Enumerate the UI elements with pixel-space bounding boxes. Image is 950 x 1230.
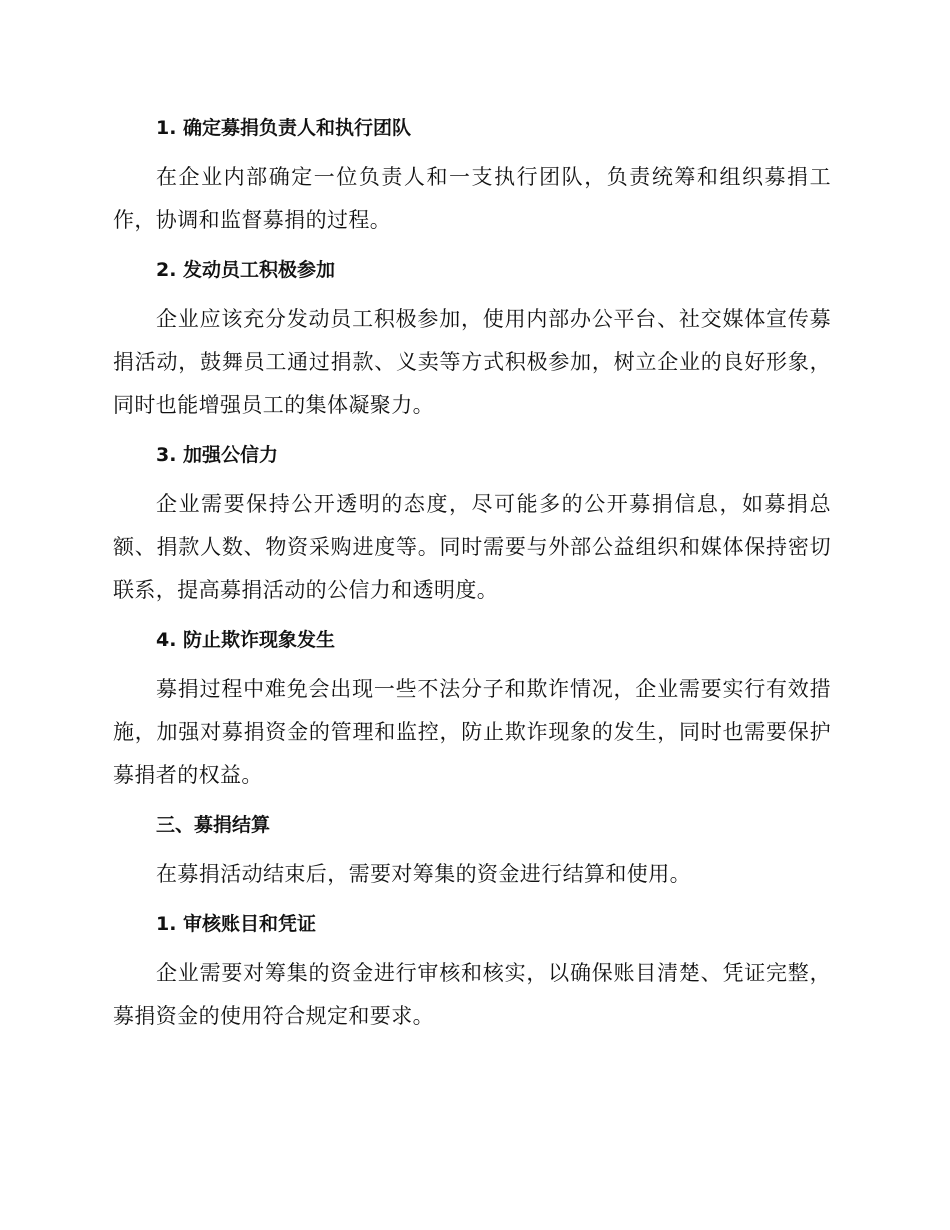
section-paragraph-settlement: 在募捐活动结束后，需要对筹集的资金进行结算和使用。: [156, 862, 691, 886]
document-body: [113, 108, 831, 1046]
section-paragraph-employee-participation: 企业应该充分发动员工积极参加，使用内部办公平台、社交媒体宣传募捐活动，鼓舞员工通过捐款、义卖等方式积极参加，树立企业的良好形象，同时也能增强员工的集体凝聚力。: [113, 307, 831, 417]
section-paragraph-audit: 企业需要对筹集的资金进行审核和核实，以确保账目清楚、凭证完整，募捐资金的使用符合规定和要求。: [113, 961, 831, 1028]
section-paragraph-fraud-prevention: 募捐过程中难免会出现一些不法分子和欺诈情况，企业需要实行有效措施，加强对募捐资金的管理和监控，防止欺诈现象的发生，同时也需要保护募捐者的权益。: [113, 677, 831, 787]
section-heading-fundraising-team: 1. 确定募捐负责人和执行团队: [156, 117, 412, 139]
section-paragraph-fundraising-team: 在企业内部确定一位负责人和一支执行团队，负责统筹和组织募捐工作，协调和监督募捐的过程。: [113, 165, 831, 232]
section-heading-fraud-prevention: 4. 防止欺诈现象发生: [156, 629, 336, 651]
section-heading-settlement: 三、募捐结算: [156, 814, 271, 836]
section-paragraph-credibility: 企业需要保持公开透明的态度，尽可能多的公开募捐信息，如募捐总额、捐款人数、物资采购进度等。同时需要与外部公益组织和媒体保持密切联系，提高募捐活动的公信力和透明度。: [113, 492, 831, 602]
section-heading-credibility: 3. 加强公信力: [156, 444, 279, 466]
section-heading-audit: 1. 审核账目和凭证: [156, 913, 317, 935]
section-heading-employee-participation: 2. 发动员工积极参加: [156, 259, 336, 281]
